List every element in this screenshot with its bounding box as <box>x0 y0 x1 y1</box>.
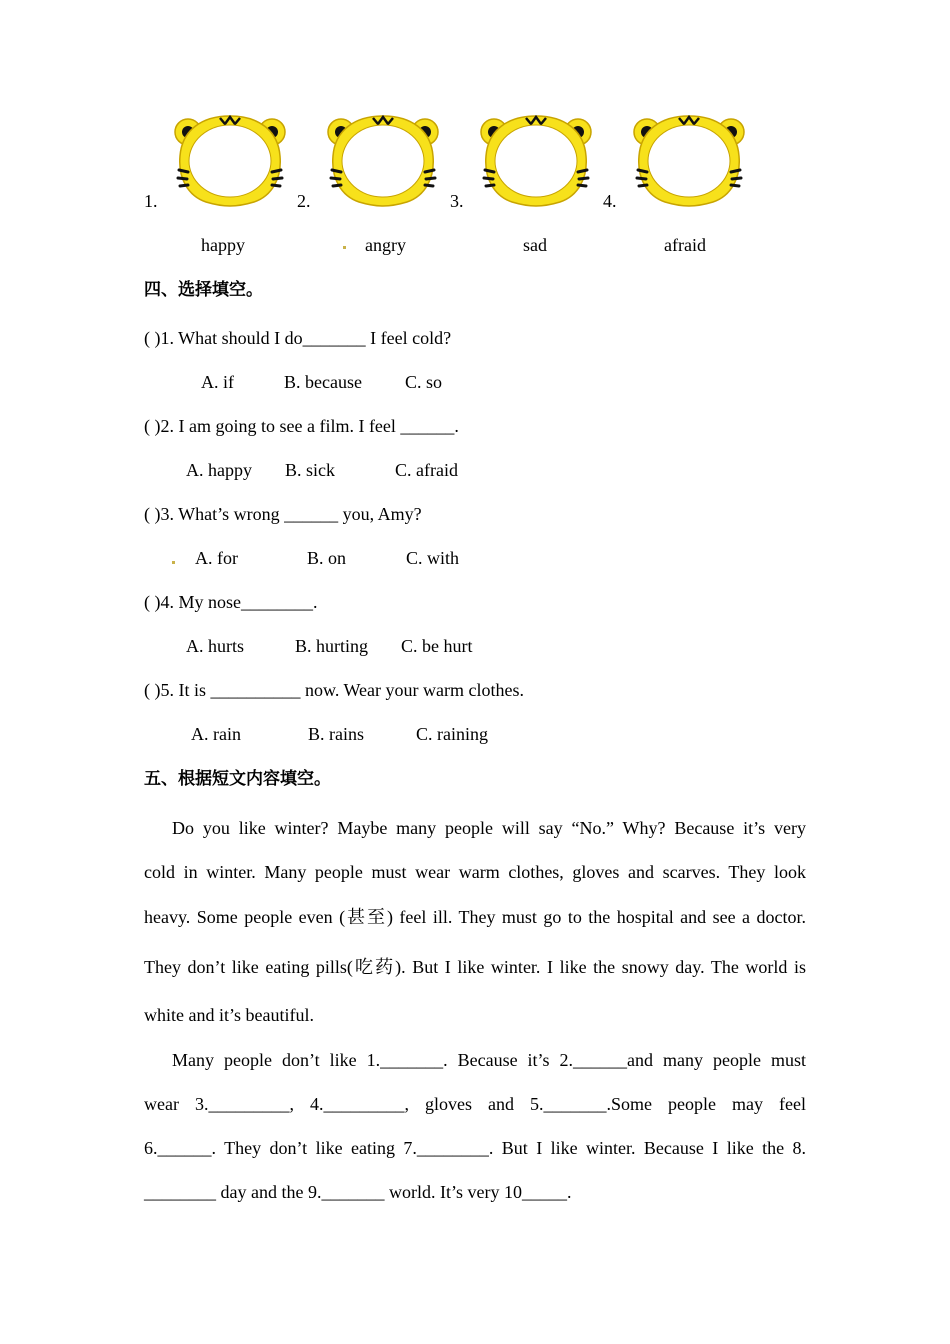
question-3-option-a: A. for <box>195 548 238 568</box>
summary-line-2: wear 3._________, 4._________, gloves and 5._______.Some people may feel <box>144 1094 806 1114</box>
passage-line-5: white and it’s beautiful. <box>144 1005 314 1025</box>
passage-line-4: They don’t like eating pills(吃药). But I like winter. I like the snowy day. The world is <box>144 957 806 977</box>
question-4-option-c: C. be hurt <box>401 636 473 656</box>
passage-line-3: heavy. Some people even (甚至) feel ill. They must go to the hospital and see a doctor. <box>144 907 806 927</box>
face-number-2: 2. <box>297 191 311 211</box>
question-2-stem: ( )2. I am going to see a film. I feel ______. <box>144 416 459 436</box>
question-5-option-a: A. rain <box>191 724 241 744</box>
question-2-option-b: B. sick <box>285 460 336 480</box>
question-4-stem: ( )4. My nose________. <box>144 592 318 612</box>
question-5-option-b: B. rains <box>308 724 364 744</box>
question-1-option-a: A. if <box>201 372 234 392</box>
question-5-option-c: C. raining <box>416 724 488 744</box>
tiger-face-icon <box>629 112 749 208</box>
face-number-1: 1. <box>144 191 158 211</box>
question-1-stem: ( )1. What should I do_______ I feel cold? <box>144 328 452 348</box>
summary-line-4: ________ day and the 9._______ world. It’s very 10_____. <box>144 1182 572 1202</box>
question-4-option-a: A. hurts <box>186 636 244 656</box>
question-4-option-b: B. hurting <box>295 636 369 656</box>
face-number-4: 4. <box>603 191 617 211</box>
tiger-face-icon <box>170 112 290 208</box>
question-3-option-c: C. with <box>406 548 460 568</box>
word-sad: sad <box>523 235 547 255</box>
tiger-face-icon <box>476 112 596 208</box>
question-3-stem: ( )3. What’s wrong ______ you, Amy? <box>144 504 422 524</box>
question-1-option-c: C. so <box>405 372 443 392</box>
passage-line-2: cold in winter. Many people must wear warm clothes, gloves and scarves. They look <box>144 862 806 882</box>
summary-line-1: Many people don’t like 1._______. Because it’s 2.______and many people must <box>172 1050 806 1070</box>
section-5-heading: 五、根据短文内容填空。 <box>144 769 331 789</box>
word-angry: angry <box>365 235 406 255</box>
word-happy: happy <box>201 235 245 255</box>
summary-line-3: 6.______. They don’t like eating 7.________. But I like winter. Because I like the 8. <box>144 1138 806 1158</box>
stray-mark <box>172 561 175 564</box>
question-2-option-a: A. happy <box>186 460 252 480</box>
question-1-option-b: B. because <box>284 372 362 392</box>
passage-line-1: Do you like winter? Maybe many people will say “No.” Why? Because it’s very <box>172 818 806 838</box>
question-3-option-b: B. on <box>307 548 347 568</box>
stray-mark <box>343 246 346 249</box>
section-4-heading: 四、选择填空。 <box>144 280 263 300</box>
face-number-3: 3. <box>450 191 464 211</box>
question-2-option-c: C. afraid <box>395 460 458 480</box>
word-afraid: afraid <box>664 235 706 255</box>
tiger-face-icon <box>323 112 443 208</box>
question-5-stem: ( )5. It is __________ now. Wear your warm clothes. <box>144 680 524 700</box>
